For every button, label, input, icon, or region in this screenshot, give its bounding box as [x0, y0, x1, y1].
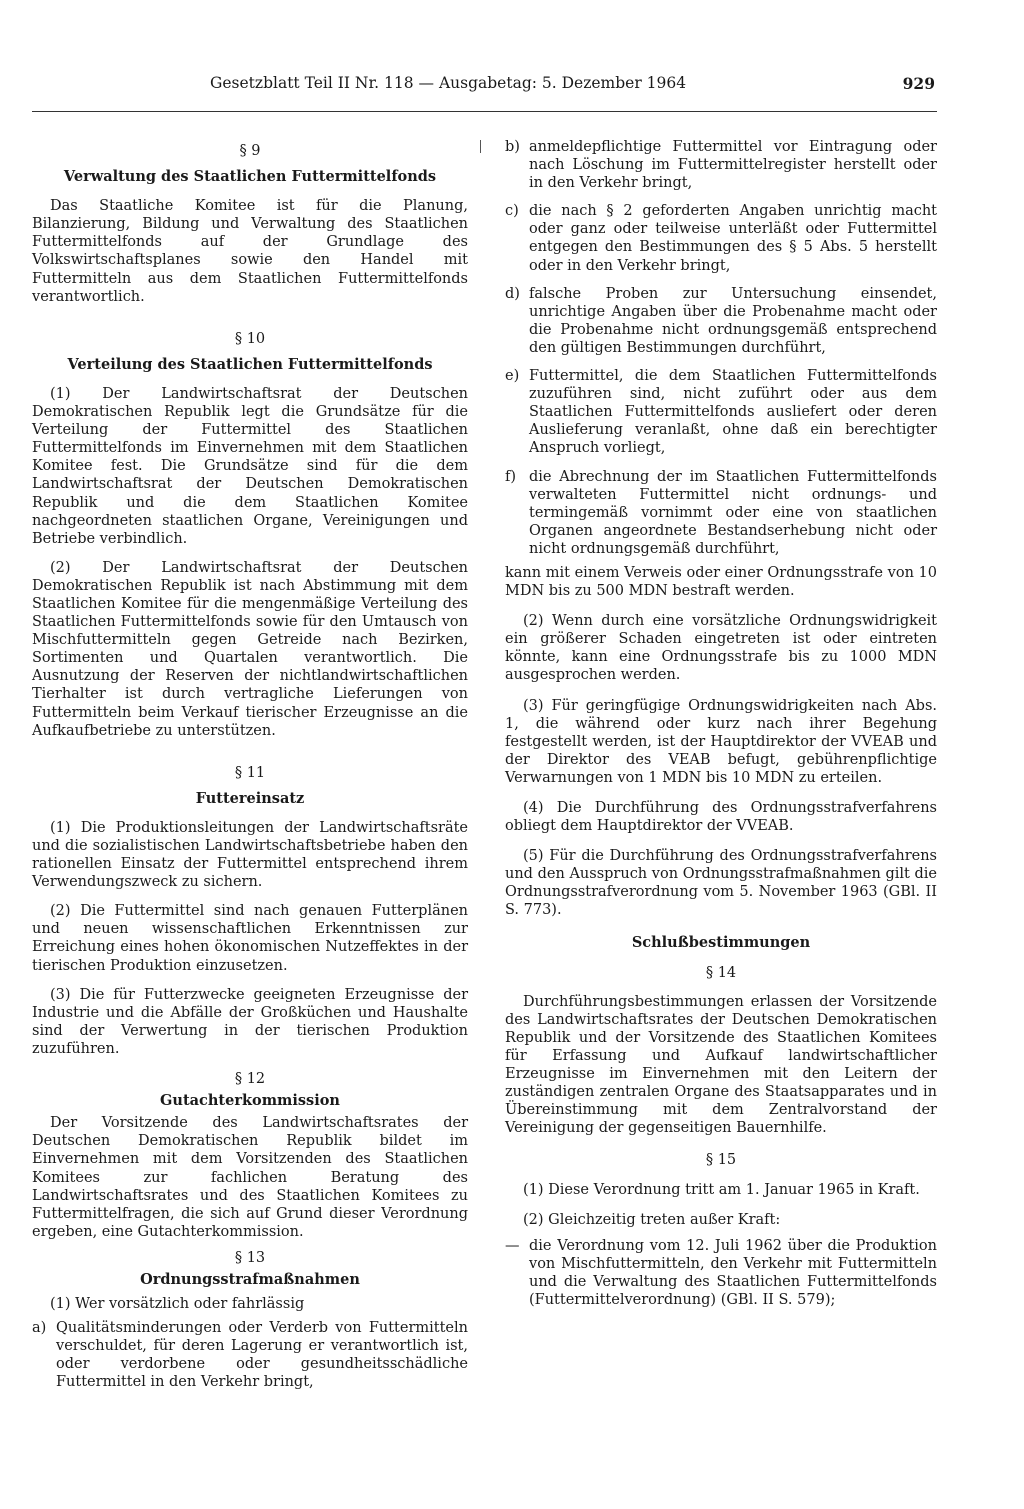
list-item [505, 202, 937, 274]
section-number: § 13 [234, 1249, 266, 1266]
list-item-label: d) [505, 285, 520, 302]
paragraph: (3) Die für Futterzwecke geeigneten Erzeugnisse der Industrie und die Abfälle der Großküchen und Haushalte sind der Verwertung in der tierischen Produktion zuzuführen. [32, 986, 468, 1057]
list-item-text: die nach § 2 geforderten Angaben unrichtig macht oder ganz oder teilweise unterläßt oder Futtermittel entgegen den Bestimmungen des § 5 Abs. 5 herstellt oder in den Verkehr bringt, [529, 203, 937, 274]
section-title: Gutachterkommission [160, 1092, 340, 1110]
paragraph: (2) Wenn durch eine vorsätzliche Ordnungswidrigkeit ein größerer Schaden eingetreten ist oder eintreten könnte, kann eine Ordnungsstrafe bis zu 1000 MDN ausgesprochen werden. [505, 613, 937, 684]
paragraph: (2) Der Landwirtschaftsrat der Deutschen Demokratischen Republik ist nach Abstimmung mit dem Staatlichen Komitee für die mengenmäßige Verteilung des Staatlichen Futtermittelfonds sowie für den Umtausch von Mischfuttermitteln gegen Getreide nach Bezirken, Sortimenten und Quartalen verantwortlich. Die Ausnutzung der Reserven der nichtlandwirtschaftlichen Tierhalter ist durch vertragliche Lieferungen von Futtermitteln beim Verkauf tierischer Erzeugnisse an die Aufkaufbetriebe zu unterstützen. [32, 559, 468, 739]
paragraph: (1) Der Landwirtschaftsrat der Deutschen Demokratischen Republik legt die Grundsätze für die Verteilung der Futtermittel des Staatlichen Futtermittelfonds im Einvernehmen mit dem Staatlichen Komitee fest. Die Grundsätze sind für die dem Landwirtschaftsrat der Deutschen Demokratischen Republik und die dem Staatlichen Komitee nachgeordneten staatlichen Organe, Vereinigungen und Betriebe verbindlich. [32, 385, 468, 547]
list-item-label: f) [505, 468, 517, 485]
list-item-text: Futtermittel, die dem Staatlichen Futtermittelfonds zuzuführen sind, nicht zuführt oder aus dem Staatlichen Futtermittelfonds ausliefert oder deren Auslieferung veranlaßt, ohne daß ein berechtigter Anspruch vorliegt, [529, 368, 937, 457]
section-number: § 14 [705, 964, 737, 981]
section-number: § 10 [234, 330, 266, 347]
list-item-text: falsche Proben zur Untersuchung einsendet, unrichtige Angaben über die Probenahme macht oder die Probenahme nicht ordnungsgemäß entsprechend den gültigen Bestimmungen durchführt, [529, 285, 937, 356]
section-number: § 9 [239, 143, 261, 159]
paragraph: (2) Die Futtermittel sind nach genauen Futterplänen und neuen wissenschaftlichen Erkenntnissen zur Erreichung eines hohen ökonomischen Nutzeffektes in der tierischen Produktion einzusetzen. [32, 903, 468, 974]
paragraph: (3) Für geringfügige Ordnungswidrigkeiten nach Abs. 1, die während oder kurz nach ihrer Begehung festgestellt werden, ist der Hauptdirektor der VVEAB und der Direktor des VEAB befugt, gebührenpflichtige Verwarnungen von 1 MDN bis 10 MDN zu erteilen. [505, 697, 937, 786]
section-title: Verwaltung des Staatlichen Futtermittelfonds [63, 168, 437, 186]
paragraph: (2) Gleichzeitig treten außer Kraft: [523, 1211, 781, 1228]
paragraph: Durchführungsbestimmungen erlassen der Vorsitzende des Landwirtschaftsrates der Deutschen Demokratischen Republik und der Vorsitzende des Staatlichen Komitees für Erfassung und Aufkauf landwirtschaftlicher Erzeugnisse im Einvernehmen mit den Leitern der zuständigen zentralen Organe des Staatsapparates und in Übereinstimmung mit dem Zentralvorstand der Vereinigung der gegenseitigen Bauernhilfe. [505, 993, 937, 1137]
right-column [505, 130, 937, 1309]
left-column [32, 130, 468, 1392]
section-title: Ordnungsstrafmaßnahmen [140, 1270, 360, 1288]
list-item-text: die Verordnung vom 12. Juli 1962 über die Produktion von Mischfuttermitteln, den Verkehr mit Futtermitteln und die Verwaltung des Staatlichen Futtermittelfonds (Futtermittelverordnung) (GBl. II S. 579); [529, 1237, 937, 1309]
paragraph: (1) Die Produktionsleitungen der Landwirtschaftsräte und die sozialistischen Landwirtschaftsbetriebe haben den rationellen Einsatz der Futtermittel entsprechend ihrem Verwendungszweck zu sichern. [32, 819, 468, 891]
header-rule [32, 111, 937, 112]
paragraph: (4) Die Durchführung des Ordnungsstrafverfahrens obliegt dem Hauptdirektor der VVEAB. [505, 800, 937, 835]
list-item-text: die Abrechnung der im Staatlichen Futtermittelfonds verwalteten Futtermittel nicht ordnungs- und termingemäß vornimmt oder eine von staatlichen Organen angeordnete Bestandserhebung nicht oder nicht ordnungsgemäß durchführt, [529, 468, 937, 557]
list-item [32, 1319, 468, 1391]
paragraph: kann mit einem Verweis oder einer Ordnungsstrafe von 10 MDN bis zu 500 MDN bestraft werden. [505, 564, 937, 600]
section-title: Verteilung des Staatlichen Futtermittelfonds [67, 355, 433, 373]
page-number: 929 [902, 74, 935, 93]
section-number: § 15 [705, 1151, 737, 1168]
list-item-label: e) [505, 368, 520, 385]
list-item-label: c) [505, 203, 519, 220]
column-divider [480, 140, 481, 153]
list-item-label: a) [32, 1320, 47, 1337]
paragraph: (1) Wer vorsätzlich oder fahrlässig [50, 1296, 305, 1313]
list-item-label: — [505, 1237, 520, 1254]
list-item [505, 468, 937, 558]
paragraph: (5) Für die Durchführung des Ordnungsstrafverfahrens und den Ausspruch von Ordnungsstrafmaßnahmen gilt die Ordnungsstrafverordnung vom 5. November 1963 (GBl. II S. 773). [505, 848, 937, 919]
running-head: Gesetzblatt Teil II Nr. 118 — Ausgabetag: 5. Dezember 1964 [210, 74, 687, 92]
list-item [505, 1237, 937, 1309]
paragraph: Das Staatliche Komitee ist für die Planung, Bilanzierung, Bildung und Verwaltung des Staatlichen Futtermittelfonds auf der Grundlage des Volkswirtschaftsplanes sowie den Handel mit Futtermitteln aus dem Staatlichen Futtermittelfonds verantwortlich. [32, 198, 468, 305]
list-item-text: anmeldepflichtige Futtermittel vor Eintragung oder nach Löschung im Futtermittelregister herstellt oder in den Verkehr bringt, [529, 139, 937, 192]
section-title: Schlußbestimmungen [631, 933, 811, 951]
list-item [505, 367, 937, 457]
section-number: § 12 [234, 1071, 266, 1088]
page-header [32, 74, 937, 104]
section-number: § 11 [234, 764, 266, 781]
section-title: Futtereinsatz [195, 789, 305, 807]
list-item [505, 285, 937, 357]
list-item-label: b) [505, 139, 520, 155]
list-item-text: Qualitätsminderungen oder Verderb von Futtermitteln verschuldet, für deren Lagerung er verantwortlich ist, oder verdorbene oder gesundheitsschädliche Futtermittel in den Verkehr bringt, [56, 1320, 468, 1391]
list-item [505, 138, 937, 192]
paragraph: Der Vorsitzende des Landwirtschaftsrates der Deutschen Demokratischen Republik bildet im Einvernehmen mit dem Vorsitzenden des Staatlichen Komitees zur fachlichen Beratung des Landwirtschaftsrates und des Staatlichen Komitees zu Futtermittelfragen, die sich auf Grund dieser Verordnung ergeben, eine Gutachterkommission. [32, 1115, 468, 1240]
paragraph: (1) Diese Verordnung tritt am 1. Januar 1965 in Kraft. [523, 1181, 920, 1198]
